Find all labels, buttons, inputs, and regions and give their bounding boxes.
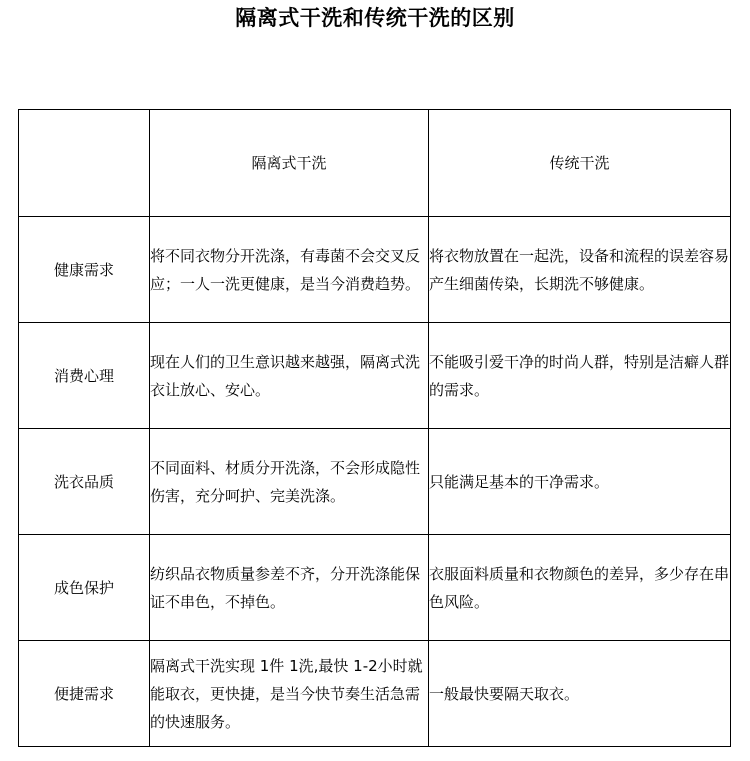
header-traditional-dry-cleaning: 传统干洗	[429, 110, 731, 217]
table-row	[19, 217, 731, 323]
table-header-row	[19, 110, 731, 217]
page-title: 隔离式干洗和传统干洗的区别	[235, 6, 515, 30]
row-label: 成色保护	[19, 535, 150, 641]
table-row	[19, 535, 731, 641]
isolated-cell: 不同面料、材质分开洗涤，不会形成隐性伤害，充分呵护、完美洗涤。	[150, 429, 429, 535]
isolated-cell: 纺织品衣物质量参差不齐，分开洗涤能保证不串色，不掉色。	[150, 535, 429, 641]
traditional-cell: 将衣物放置在一起洗，设备和流程的误差容易产生细菌传染，长期洗不够健康。	[429, 217, 731, 323]
table-row	[19, 641, 731, 747]
row-label: 洗衣品质	[19, 429, 150, 535]
row-label: 消费心理	[19, 323, 150, 429]
traditional-cell: 不能吸引爱干净的时尚人群，特别是洁癖人群的需求。	[429, 323, 731, 429]
row-label: 健康需求	[19, 217, 150, 323]
row-label: 便捷需求	[19, 641, 150, 747]
table-row	[19, 323, 731, 429]
table-corner-cell	[19, 110, 150, 217]
table-row	[19, 429, 731, 535]
comparison-table	[18, 109, 731, 747]
traditional-cell: 一般最快要隔天取衣。	[429, 641, 731, 747]
traditional-cell: 衣服面料质量和衣物颜色的差异，多少存在串色风险。	[429, 535, 731, 641]
isolated-cell: 隔离式干洗实现 1件 1洗,最快 1-2小时就能取衣，更快捷，是当今快节奏生活急需的快速服务。	[150, 641, 429, 747]
isolated-cell: 将不同衣物分开洗涤，有毒菌不会交叉反应；一人一洗更健康，是当今消费趋势。	[150, 217, 429, 323]
isolated-cell: 现在人们的卫生意识越来越强，隔离式洗衣让放心、安心。	[150, 323, 429, 429]
header-isolated-dry-cleaning: 隔离式干洗	[150, 110, 429, 217]
traditional-cell: 只能满足基本的干净需求。	[429, 429, 731, 535]
